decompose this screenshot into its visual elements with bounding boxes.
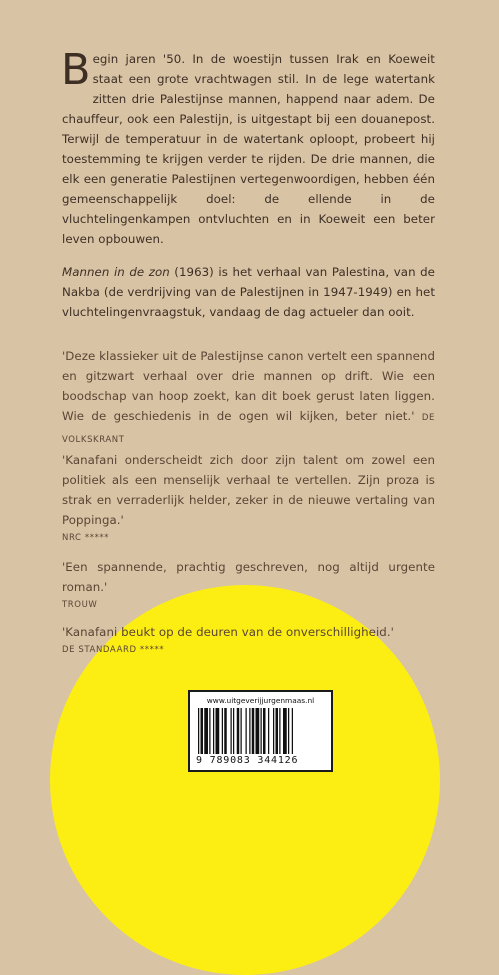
blurb-paragraph-2-text: (1963) is het verhaal van Palestina, van de Nakba (de verdrijving van de Palestijnen in 1947-1949) en het vluchtelingenvraagstuk, vandaag de dag actueler dan ooit. [62,265,435,319]
review-quote: 'Een spannende, prachtig geschreven, nog altijd urgente roman.' [62,560,435,594]
barcode-bars [198,708,326,754]
review-source: DE STANDAARD ***** [62,645,165,655]
review-volkskrant [62,346,435,450]
blurb-paragraph-1 [61,45,435,249]
review-trouw [62,557,435,613]
review-quote: 'Kanafani beukt op de deuren van de onverschilligheid.' [62,625,394,639]
isbn-number: 9 789083 344126 [196,755,299,766]
blurb-paragraph-1-text: egin jaren '50. In de woestijn tussen Irak en Koeweit staat een grote vrachtwagen stil. In de lege watertank zitten drie Palestijnse mannen, happend naar adem. De chauffeur, ook een Palestijn, is uitgestapt bij een douanepost. Terwijl de temperatuur in de watertank oploopt, probeert hij toestemming te krijgen verder te rijden. De drie mannen, die elk een generatie Palestijnen vertegenwoordigen, hebben één gemeenschappelijk doel: de ellende in de vluchtelingenkampen ontvluchten en in Koeweit een beter leven opbouwen. [62,52,435,246]
review-source: TROUW [62,600,98,610]
review-quote: 'Deze klassieker uit de Palestijnse canon vertelt een spannend en gitzwart verhaal over drie mannen op drift. Wie een boodschap van hoop zoekt, kan dit boek gerust laten liggen. Wie de geschiedenis in de ogen wil kijken, beter niet.' [62,349,435,423]
book-title: Mannen in de zon [62,265,170,279]
review-standaard [62,622,435,658]
publisher-url: www.uitgeverijjurgenmaas.nl [206,696,315,705]
review-nrc [62,450,435,546]
dropcap-letter: B [61,45,91,95]
review-quote: 'Kanafani onderscheidt zich door zijn talent om zowel een politiek als een menselijk verhaal te vertellen. Zijn proza is strak en verraderlijk helder, zeker in de nieuwe vertaling van Poppinga.' [62,453,435,527]
review-source: NRC ***** [62,533,110,543]
isbn-barcode [188,690,333,772]
blurb-paragraph-2 [62,262,435,322]
review-source: DE VOLKSKRANT [62,413,435,445]
